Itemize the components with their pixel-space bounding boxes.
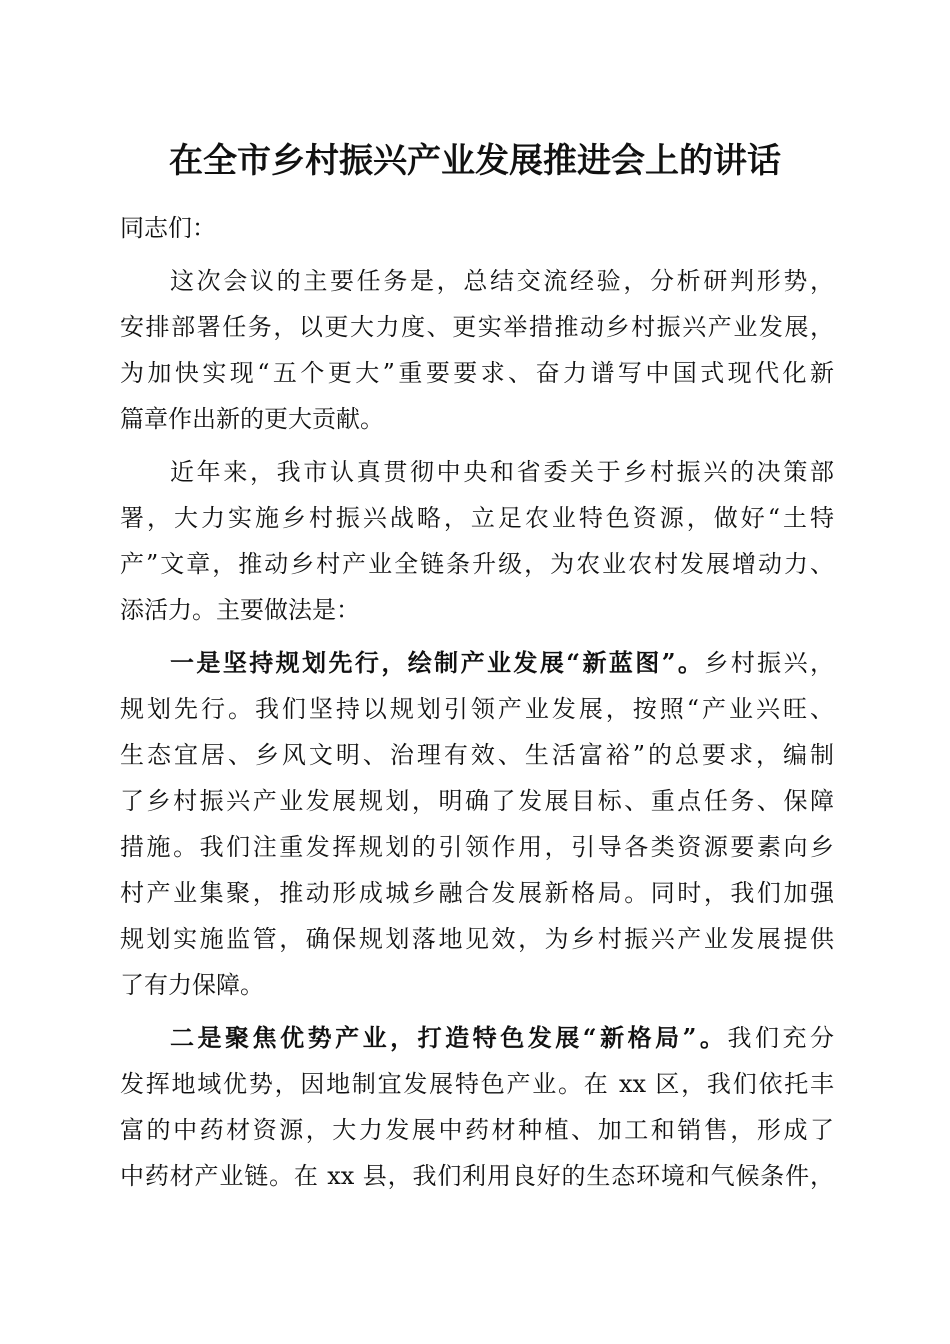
paragraph-line: 生态宜居、乡风文明、治理有效、生活富裕”的总要求，编制 (120, 741, 834, 769)
salutation: 同志们： (120, 214, 216, 242)
paragraph-heading: 二是聚焦优势产业，打造特色发展“新格局”。 (170, 1023, 728, 1052)
paragraph-first-line-rest: 乡村振兴， (704, 649, 835, 677)
paragraph-line: 署，大力实施乡村振兴战略，立足农业特色资源，做好“土特 (120, 504, 834, 532)
paragraph-first-line-rest: 我们充分 (727, 1024, 835, 1052)
paragraph-heading: 一是坚持规划先行，绘制产业发展“新蓝图”。 (170, 648, 705, 677)
paragraph-line: 安排部署任务，以更大力度、更实举措推动乡村振兴产业发展， (120, 313, 834, 341)
paragraph-line: 了乡村振兴产业发展规划，明确了发展目标、重点任务、保障 (120, 787, 834, 815)
paragraph-line: 措施。我们注重发挥规划的引领作用，引导各类资源要素向乡 (120, 833, 834, 861)
paragraph-line: 中药材产业链。在 xx 县，我们利用良好的生态环境和气候条件， (120, 1162, 834, 1190)
paragraph-line: 为加快实现“五个更大”重要要求、奋力谱写中国式现代化新 (120, 359, 834, 387)
paragraph-line: 篇章作出新的更大贡献。 (120, 405, 384, 433)
paragraph-line: 发挥地域优势，因地制宜发展特色产业。在 xx 区，我们依托丰 (120, 1070, 834, 1098)
paragraph-line: 富的中药材资源，大力发展中药材种植、加工和销售，形成了 (120, 1116, 834, 1144)
document-body (120, 205, 834, 1199)
paragraph-1 (120, 258, 834, 442)
paragraph-line: 村产业集聚，推动形成城乡融合发展新格局。同时，我们加强 (120, 879, 834, 907)
paragraph-line: 规划实施监管，确保规划落地见效，为乡村振兴产业发展提供 (120, 925, 834, 953)
paragraph-first-line (120, 640, 834, 686)
paragraph-4 (120, 1015, 834, 1199)
paragraph-2 (120, 449, 834, 633)
paragraph-first-line (120, 1015, 834, 1061)
paragraph-3 (120, 640, 834, 1008)
paragraph-line: 了有力保障。 (120, 971, 264, 999)
paragraph-line: 这次会议的主要任务是，总结交流经验，分析研判形势， (170, 267, 834, 295)
document-title: 在全市乡村振兴产业发展推进会上的讲话 (169, 141, 781, 181)
paragraph-line: 添活力。主要做法是： (120, 596, 360, 624)
paragraph-line: 规划先行。我们坚持以规划引领产业发展，按照“产业兴旺、 (120, 695, 834, 723)
paragraph-line: 近年来，我市认真贯彻中央和省委关于乡村振兴的决策部 (170, 458, 834, 486)
paragraph-line: 产”文章，推动乡村产业全链条升级，为农业农村发展增动力、 (120, 550, 834, 578)
